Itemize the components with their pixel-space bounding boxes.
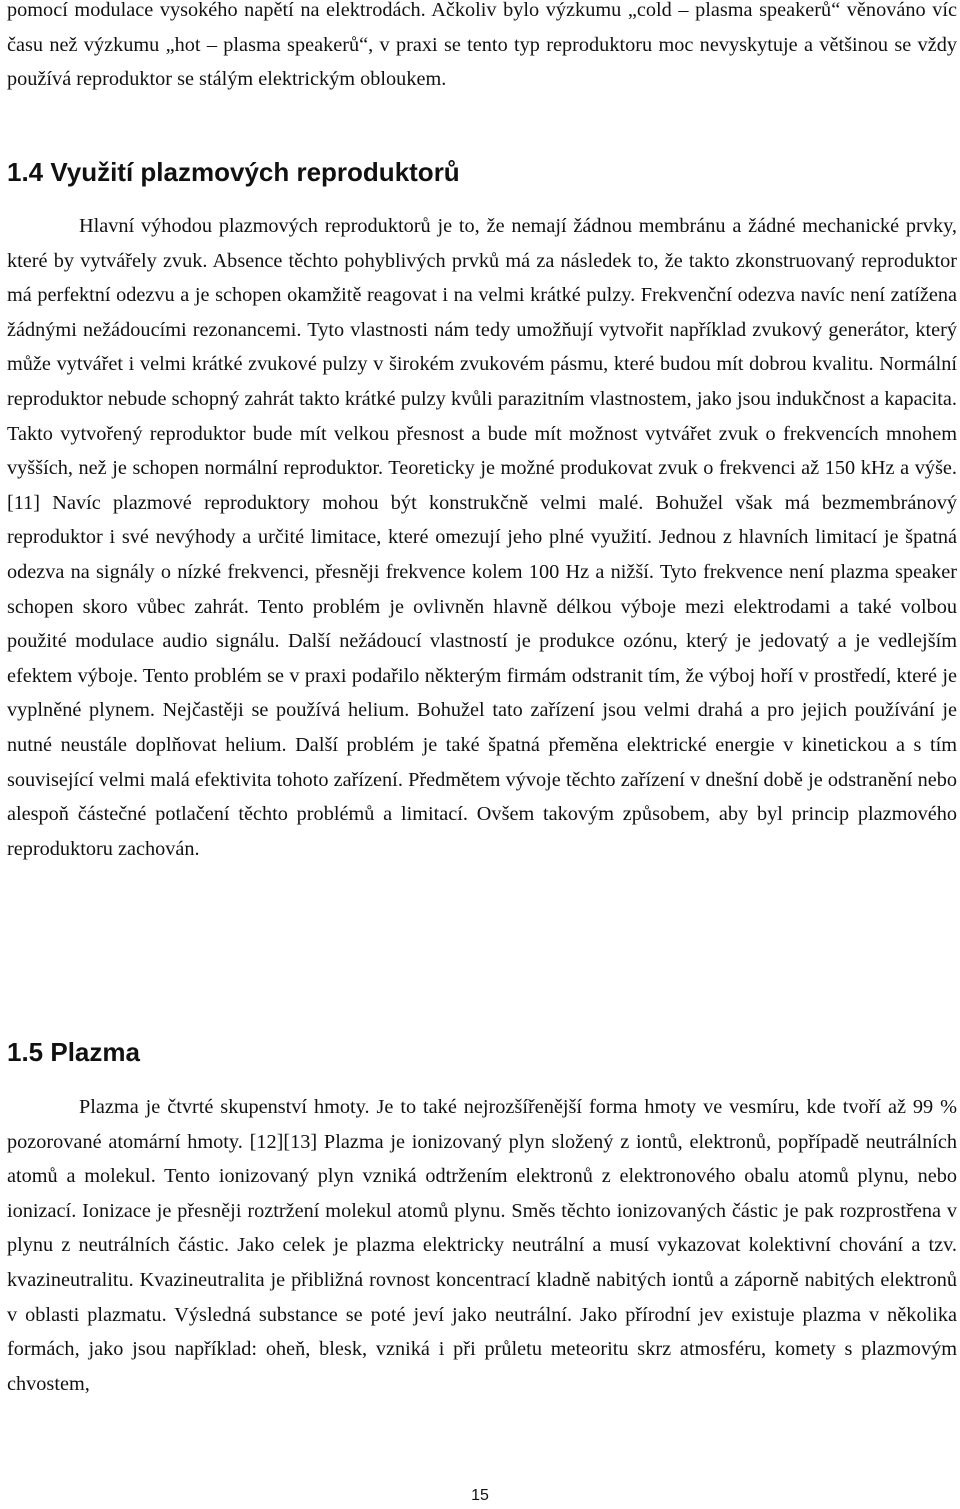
page-number: 15 <box>471 1487 489 1504</box>
document-page <box>7 0 957 1509</box>
section-heading-1-4: 1.4 Využití plazmových reproduktorů <box>7 157 460 187</box>
section-heading-1-5: 1.5 Plazma <box>7 1037 140 1067</box>
section-1-5-paragraph: Plazma je čtvrté skupenství hmoty. Je to také nejrozšířenější forma hmoty ve vesmíru, kde tvoří až 99 % pozorované atomární hmoty. [12][13] Plazma je ionizovaný plyn složený z iontů, elektronů, popřípadě neutrálních atomů a molekul. Tento ionizovaný plyn vzniká odtržením elektronů z elektronového obalu atomů plynu, nebo ionizací. Ionizace je přesněji roztržení molekul atomů plynu. Směs těchto ionizovaných částic je pak rozprostřena v plynu z neutrálních částic. Jako celek je plazma elektricky neutrální a musí vykazovat kolektivní chování a tzv. kvazineutralitu. Kvazineutralita je přibližná rovnost koncentrací kladně nabitých iontů a záporně nabitých elektronů v oblasti plazmatu. Výsledná substance se poté jeví jako neutrální. Jako přírodní jev existuje plazma v několika formách, jako jsou například: oheň, blesk, vzniká i při průletu meteoritu skrz atmosféru, komety s plazmovým chvostem, <box>7 1096 957 1395</box>
section-1-4-paragraph: Hlavní výhodou plazmových reproduktorů je to, že nemají žádnou membránu a žádné mechanické prvky, které by vytvářely zvuk. Absence těchto pohyblivých prvků má za následek to, že takto zkonstruovaný reproduktor má perfektní odezvu a je schopen okamžitě reagovat i na velmi krátké pulzy. Frekvenční odezva navíc není zatížena žádnými nežádoucími rezonancemi. Tyto vlastnosti nám tedy umožňují vytvořit například zvukový generátor, který může vytvářet i velmi krátké zvukové pulzy v širokém zvukovém pásmu, které budou mít dobrou kvalitu. Normální reproduktor nebude schopný zahrát takto krátké pulzy kvůli parazitním vlastnostem, jako jsou indukčnost a kapacita. Takto vytvořený reproduktor bude mít velkou přesnost a bude mít možnost vytvářet zvuk o frekvencích mnohem vyšších, než je schopen normální reproduktor. Teoreticky je možné produkovat zvuk o frekvenci až 150 kHz a výše. [11] Navíc plazmové reproduktory mohou být konstrukčně velmi malé. Bohužel však má bezmembránový reproduktor i své nevýhody a určité limitace, které omezují jeho plné využití. Jednou z hlavních limitací je špatná odezva na signály o nízké frekvenci, přesněji frekvence kolem 100 Hz a nižší. Tyto frekvence není plazma speaker schopen skoro vůbec zahrát. Tento problém je ovlivněn hlavně délkou výboje mezi elektrodami a také volbou použité modulace audio signálu. Další nežádoucí vlastností je produkce ozónu, který je jedovatý a je vedlejším efektem výboje. Tento problém se v praxi podařilo některým firmám odstranit tím, že výboj hoří v prostředí, které je vyplněné plynem. Nejčastěji se používá helium. Bohužel tato zařízení jsou velmi drahá a pro jejich používání je nutné neustále doplňovat helium. Další problém je také špatná přeměna elektrické energie v kinetickou a s tím související velmi malá efektivita tohoto zařízení. Předmětem vývoje těchto zařízení v dnešní době je odstranění nebo alespoň částečné potlačení těchto problémů a limitací. Ovšem takovým způsobem, aby byl princip plazmového reproduktoru zachován. <box>7 215 957 860</box>
intro-paragraph: pomocí modulace vysokého napětí na elektrodách. Ačkoliv bylo výzkumu „cold – plasma speakerů“ věnováno víc času než výzkumu „hot – plasma speakerů“, v praxi se tento typ reproduktoru moc nevyskytuje a většinou se vždy používá reproduktor se stálým elektrickým obloukem. <box>7 0 957 91</box>
